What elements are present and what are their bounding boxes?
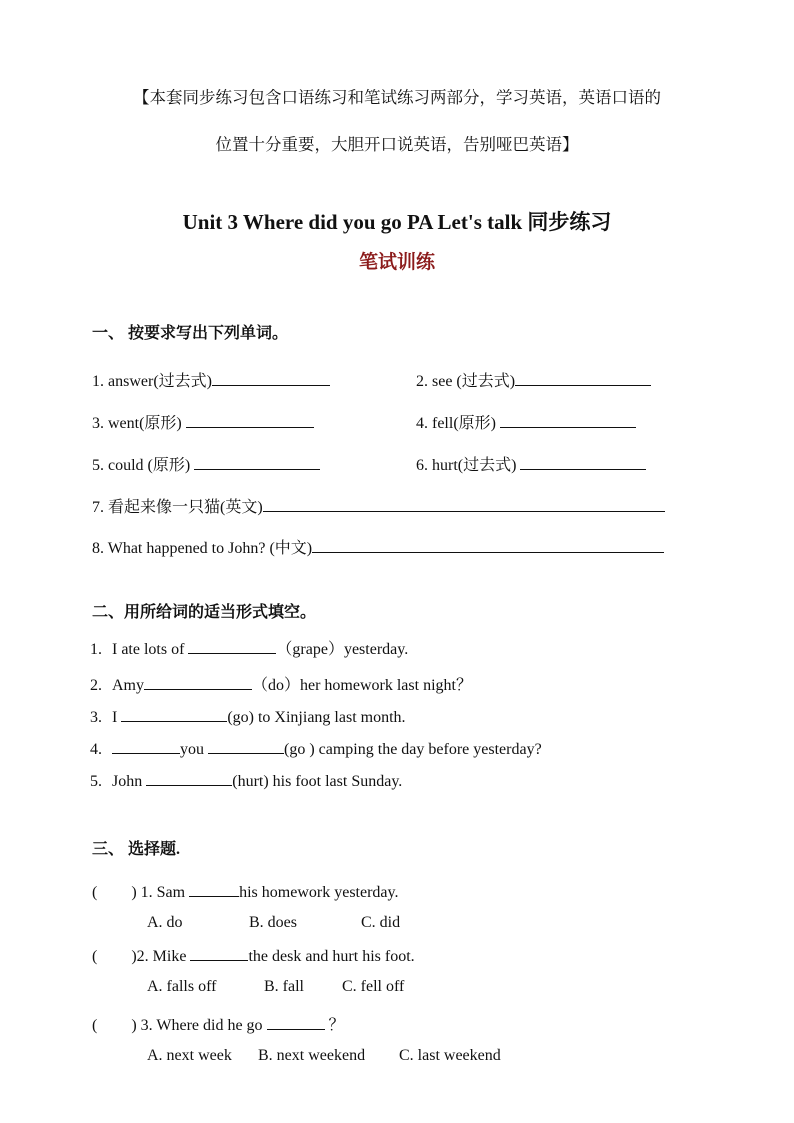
s1-item-7-blank[interactable] [263,497,665,512]
s3-question-3 [92,1012,345,1035]
s2-item-4-text-b: you [180,741,208,758]
s2-item-3-text-a: I [112,709,122,726]
s1-item-1 [92,368,330,391]
s3-q3-option-c[interactable]: C. last weekend [399,1047,501,1064]
s3-q2-option-a[interactable]: A. falls off [147,978,217,995]
s3-q3-number: ) 3. Where did he go [131,1017,267,1034]
s2-item-3 [90,707,406,727]
s2-item-4-blank-2[interactable] [208,739,284,754]
s1-item-8 [92,535,664,558]
s3-q2-stem: the desk and hurt his foot. [248,948,415,965]
section3-heading: 三、 选择题. [92,841,181,858]
s2-item-2-num: 2. [90,677,102,694]
s1-item-7 [92,494,665,517]
s2-item-2-text-a: Amy [112,677,144,694]
s2-item-3-text-b: (go) to Xinjiang last month. [227,709,406,726]
s2-item-3-blank[interactable] [121,707,227,722]
intro-line-2: 位置十分重要，大胆开口说英语，告别哑巴英语】 [215,135,579,154]
s2-item-5-text-a: John [112,773,147,790]
s3-q1-option-c[interactable]: C. did [361,914,401,931]
s2-item-4-text-c: (go ) camping the day before yesterday? [284,741,542,758]
s2-item-1-text-a: I ate lots of [112,641,189,658]
s2-item-1-text-b: （grape）yesterday. [276,641,409,658]
page-subtitle: 笔试训练 [358,252,435,273]
s1-item-6-label: 6. hurt(过去式) [416,457,521,474]
s3-q2-number: )2. Mike [131,948,191,965]
s3-q3-open-paren: ( [92,1017,98,1034]
s2-item-1-blank[interactable] [188,639,276,654]
s2-item-5-blank[interactable] [146,771,232,786]
s3-q1-option-a[interactable]: A. do [147,914,183,931]
s2-item-2 [90,672,472,695]
s3-q1-blank[interactable] [189,882,239,897]
s2-item-5-text-b: (hurt) his foot last Sunday. [232,773,403,790]
s3-q3-option-a[interactable]: A. next week [147,1047,232,1064]
s3-q3-stem: ？ [324,1017,345,1034]
s1-item-4 [416,410,636,433]
s1-item-1-label: 1. answer(过去式) [92,373,212,390]
s2-item-4 [90,739,542,759]
s1-item-1-blank[interactable] [212,371,330,386]
s2-item-3-num: 3. [90,709,102,726]
s3-q2-blank[interactable] [190,946,248,961]
s3-q1-stem: his homework yesterday. [239,884,399,901]
s1-item-5-blank[interactable] [194,455,320,470]
s1-item-7-label: 7. 看起来像一只猫(英文) [92,499,263,516]
s2-item-4-blank-1[interactable] [112,739,180,754]
s3-q3-option-b[interactable]: B. next weekend [258,1047,366,1064]
section1-heading: 一、 按要求写出下列单词。 [92,325,289,342]
s1-item-4-label: 4. fell(原形) [416,415,500,432]
s2-item-2-text-b: （do）her homework last night？ [252,677,472,694]
s1-item-5-label: 5. could (原形) [92,457,195,474]
s2-item-1 [90,636,408,659]
s3-q2-option-c[interactable]: C. fell off [342,978,405,995]
s2-item-4-num: 4. [90,741,102,758]
s3-q1-open-paren: ( [92,884,98,901]
s1-item-8-blank[interactable] [312,538,664,553]
s1-item-3-blank[interactable] [186,413,314,428]
s1-item-6 [416,452,646,475]
s2-item-1-num: 1. [90,641,102,658]
section2-heading: 二、用所给词的适当形式填空。 [92,604,317,621]
s3-q3-blank[interactable] [267,1015,325,1030]
s2-item-5 [90,771,402,791]
s2-item-5-num: 5. [90,773,102,790]
intro-line-1: 【本套同步练习包含口语练习和笔试练习两部分，学习英语，英语口语的 [133,88,661,107]
page-title: Unit 3 Where did you go PA Let's talk 同步练习 [182,210,612,234]
s3-q2-open-paren: ( [92,948,98,965]
s1-item-4-blank[interactable] [500,413,636,428]
s1-item-2-label: 2. see (过去式) [416,373,516,390]
s1-item-8-label: 8. What happened to John? (中文) [92,540,313,557]
s3-q1-number: ) 1. Sam [131,884,190,901]
s2-item-2-blank[interactable] [144,675,252,690]
s1-item-6-blank[interactable] [520,455,646,470]
s3-q2-option-b[interactable]: B. fall [264,978,304,995]
s1-item-3-label: 3. went(原形) [92,415,186,432]
s1-item-2-blank[interactable] [515,371,651,386]
s3-question-1 [92,882,398,902]
s1-item-2 [416,368,651,391]
s1-item-3 [92,410,314,433]
s1-item-5 [92,452,320,475]
s3-question-2 [92,946,415,966]
s3-q1-option-b[interactable]: B. does [249,914,297,931]
